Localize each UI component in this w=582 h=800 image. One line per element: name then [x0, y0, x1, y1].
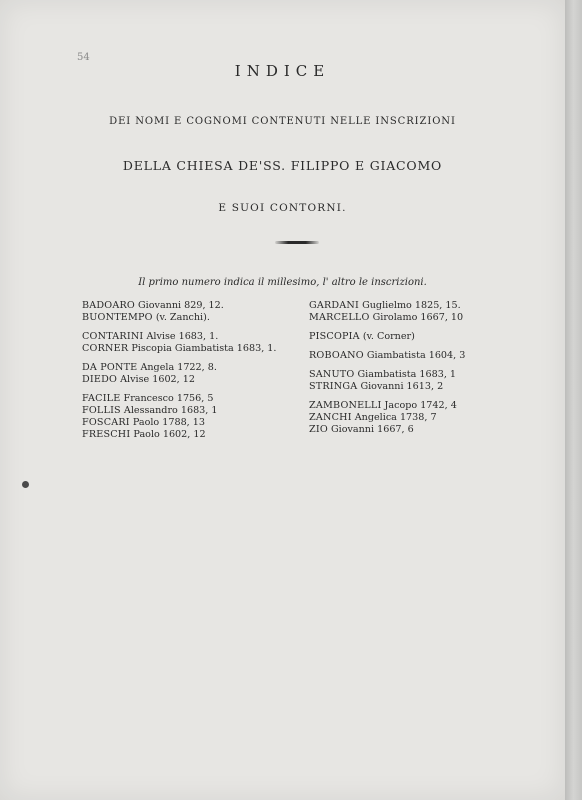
- entry-details: Guglielmo 1825, 15.: [362, 300, 461, 311]
- index-group: [309, 350, 465, 362]
- entry-surname: ZANCHI: [309, 412, 352, 423]
- index-group: [82, 393, 276, 441]
- entry-details: Alvise 1602, 12: [120, 374, 195, 385]
- entry-surname: FRESCHI: [82, 429, 131, 440]
- index-entry: [309, 312, 465, 324]
- index-note: Il primo numero indica il millesimo, l' altro le inscrizioni.: [138, 277, 427, 288]
- index-entry: [309, 331, 465, 343]
- entry-surname: FACILE: [82, 393, 121, 404]
- index-entry: [309, 400, 465, 412]
- entry-details: Giovanni 829, 12.: [138, 300, 224, 311]
- entry-surname: DIEDO: [82, 374, 118, 385]
- entry-details: Paolo 1602, 12: [133, 429, 206, 440]
- index-entry: [82, 362, 276, 374]
- index-entry: [82, 429, 276, 441]
- entry-details: (v. Zanchi).: [155, 312, 210, 323]
- index-group: [309, 400, 465, 436]
- entry-surname: CONTARINI: [82, 331, 144, 342]
- ink-speck: [22, 481, 29, 488]
- index-entry: [309, 369, 465, 381]
- entry-surname: CORNER: [82, 343, 129, 354]
- index-group: [82, 331, 276, 355]
- index-column-left: [82, 300, 276, 448]
- entry-surname: DA PONTE: [82, 362, 138, 373]
- entry-details: Giovanni 1613, 2: [360, 381, 444, 392]
- index-group: [309, 369, 465, 393]
- entry-details: Giambatista 1683, 1: [357, 369, 457, 380]
- index-group: [82, 300, 276, 324]
- index-entry: [309, 424, 465, 436]
- index-entry: [309, 300, 465, 312]
- subtitle-names: DEI NOMI E COGNOMI CONTENUTI NELLE INSCRIZIONI: [109, 116, 456, 127]
- index-entry: [309, 381, 465, 393]
- entry-details: Piscopia Giambatista 1683, 1.: [131, 343, 277, 354]
- entry-surname: ZAMBONELLI: [309, 400, 382, 411]
- index-column-right: [309, 300, 465, 443]
- index-entry: [309, 412, 465, 424]
- subtitle-church: DELLA CHIESA DE'SS. FILIPPO E GIACOMO: [122, 158, 443, 173]
- entry-details: Paolo 1788, 13: [132, 417, 205, 428]
- entry-surname: BADOARO: [82, 300, 135, 311]
- entry-details: Angela 1722, 8.: [140, 362, 217, 373]
- index-entry: [82, 393, 276, 405]
- entry-details: Jacopo 1742, 4: [384, 400, 457, 411]
- index-group: [309, 300, 465, 324]
- entry-surname: GARDANI: [309, 300, 360, 311]
- entry-surname: STRINGA: [309, 381, 358, 392]
- index-group: [309, 331, 465, 343]
- index-entry: [82, 331, 276, 343]
- index-entry: [82, 417, 276, 429]
- page-number: 54: [77, 52, 90, 63]
- entry-surname: PISCOPIA: [309, 331, 360, 342]
- index-entry: [309, 350, 465, 362]
- entry-surname: FOLLIS: [82, 405, 121, 416]
- entry-surname: FOSCARI: [82, 417, 130, 428]
- entry-details: Alessandro 1683, 1: [123, 405, 218, 416]
- entry-details: Alvise 1683, 1.: [146, 331, 219, 342]
- index-entry: [82, 300, 276, 312]
- adjacent-page-edge: [565, 0, 582, 800]
- index-entry: [82, 405, 276, 417]
- index-group: [82, 362, 276, 386]
- page-title: INDICE: [234, 62, 331, 80]
- index-entry: [82, 374, 276, 386]
- entry-surname: ROBOANO: [309, 350, 364, 361]
- entry-details: Giambatista 1604, 3: [366, 350, 466, 361]
- entry-details: Giovanni 1667, 6: [330, 424, 414, 435]
- entry-details: (v. Corner): [362, 331, 415, 342]
- entry-details: Girolamo 1667, 10: [372, 312, 464, 323]
- entry-details: Francesco 1756, 5: [123, 393, 214, 404]
- index-entry: [82, 343, 276, 355]
- entry-surname: BUONTEMPO: [82, 312, 153, 323]
- decorative-rule: [275, 241, 319, 244]
- index-entry: [82, 312, 276, 324]
- entry-details: Angelica 1738, 7: [354, 412, 437, 423]
- entry-surname: MARCELLO: [309, 312, 370, 323]
- subtitle-surroundings: E SUOI CONTORNI.: [218, 202, 347, 214]
- entry-surname: ZIO: [309, 424, 328, 435]
- entry-surname: SANUTO: [309, 369, 355, 380]
